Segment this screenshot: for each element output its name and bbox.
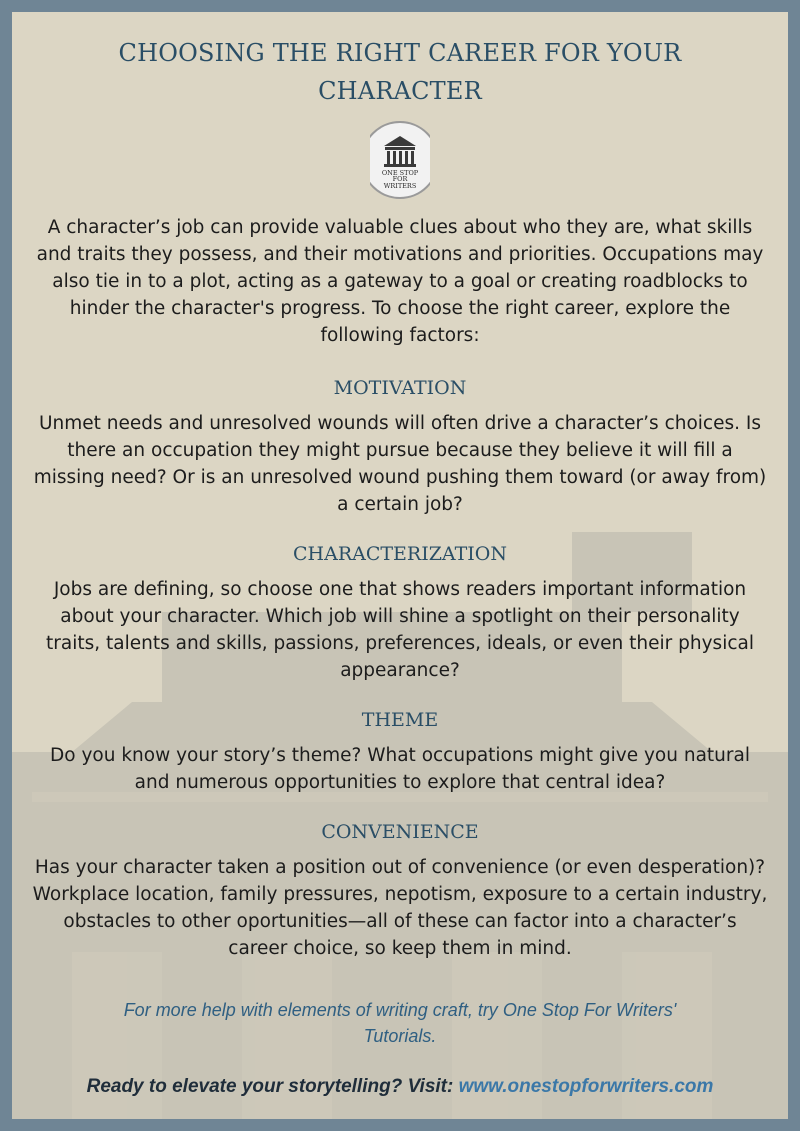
section-heading-motivation: MOTIVATION (333, 377, 467, 399)
tutorials-note: For more help with elements of writing craft, try One Stop For Writers' Tutorials. (123, 1000, 677, 1046)
section-body-motivation: Unmet needs and unresolved wounds will often drive a character’s choices. Is there an occupation they might pursue because they believe it will fill a missing need? Or is an unresolved wound pushing them toward (or away from) a certain job? (33, 413, 767, 515)
section-heading-characterization: CHARACTERIZATION (292, 543, 507, 565)
website-link[interactable]: www.onestopforwriters.com (458, 1076, 714, 1097)
logo-text-writers: WRITERS (383, 182, 417, 190)
intro-paragraph: A character’s job can provide valuable clues about who they are, what skills and traits they possess, and their motivations and priorities. Occupations may also tie in to a plot, acting as a gateway to a goal or creating roadblocks to hinder the character's progress. To choose the right career, explore the following factors: (36, 217, 764, 346)
logo-text-one-stop: ONE STOP (381, 169, 419, 177)
one-stop-for-writers-logo (370, 120, 430, 200)
logo-text-for: FOR (392, 175, 408, 183)
section-body-theme: Do you know your story’s theme? What occupations might give you natural and numerous opportunities to explore that central idea? (50, 745, 750, 793)
section-body-convenience: Has your character taken a position out of convenience (or even desperation)? Workplace location, family pressures, nepotism, exposure to a certain industry, obstacles to other oportunities—all of these can factor into a character’s career choice, so keep them in mind. (32, 857, 768, 959)
section-heading-theme: THEME (361, 709, 439, 731)
section-heading-convenience: CONVENIENCE (321, 821, 479, 843)
call-to-action (32, 1074, 768, 1100)
cta-text: Ready to elevate your storytelling? Visit: (86, 1076, 454, 1097)
infographic-page (12, 12, 788, 1119)
section-body-characterization: Jobs are defining, so choose one that shows readers important information about your character. Which job will shine a spotlight on their personality traits, talents and skills, passions, preferences, ideals, or even their physical appearance? (46, 579, 754, 681)
page-title: CHOOSING THE RIGHT CAREER FOR YOUR CHARACTER (118, 39, 682, 105)
